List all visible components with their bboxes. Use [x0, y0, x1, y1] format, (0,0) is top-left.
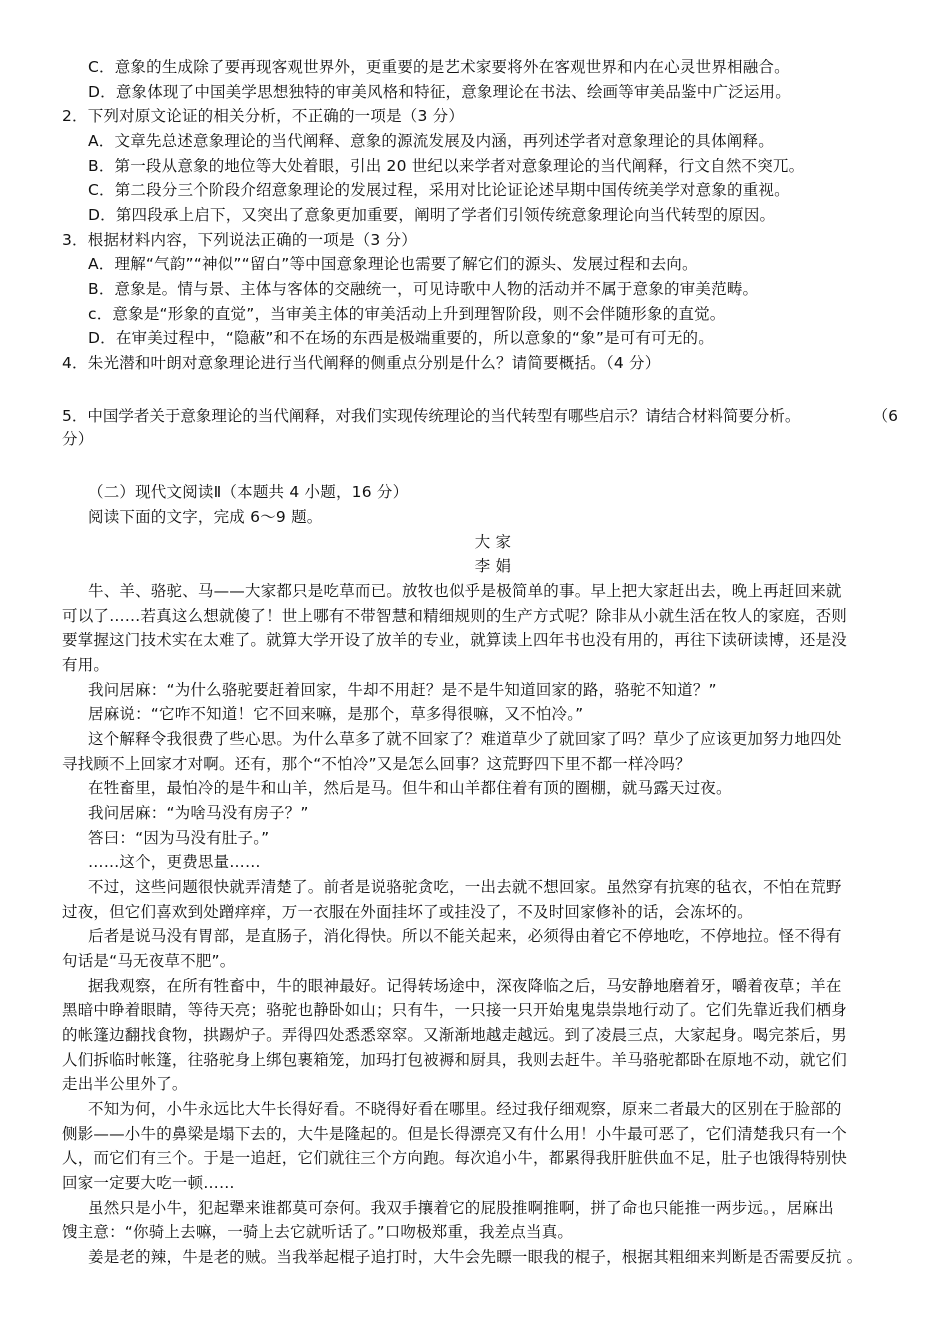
q3-option-b: B．意象是。情与景、主体与客体的交融统一，可见诗歌中人物的活动并不属于意象的审美范畴。	[88, 280, 759, 298]
section-instruction: 阅读下面的文字，完成 6～9 题。	[88, 508, 323, 526]
passage-line: ……这个，更费思量……	[88, 853, 261, 871]
q3-option-a: A．理解“气韵”“神似”“留白”等中国意象理论也需要了解它们的源头、发展过程和去向。	[88, 255, 698, 273]
passage-line: 据我观察，在所有牲畜中，牛的眼神最好。记得转场途中，深夜降临之后，马安静地磨着牙，嚼着夜草；羊在	[88, 977, 842, 995]
q2-option-b: B．第一段从意象的地位等大处着眼，引出 20 世纪以来学者对意象理论的当代阐释，行文自然不突兀。	[88, 157, 805, 175]
passage-line: 这个解释令我很费了些心思。为什么草多了就不回家了？难道草少了就回家了吗？草少了应该更加努力地四处	[88, 730, 842, 748]
q2-stem: 2．下列对原文论证的相关分析，不正确的一项是（3 分）	[62, 107, 465, 125]
q2-option-d: D．第四段承上启下，又突出了意象更加重要，阐明了学者们引领传统意象理论向当代转型的原因。	[88, 206, 776, 224]
q5-points-end: 分）	[62, 430, 94, 448]
passage-line: 有用。	[62, 656, 110, 674]
passage-line: 在牲畜里，最怕冷的是牛和山羊，然后是马。但牛和山羊都住着有顶的圈棚，就马露天过夜。	[88, 779, 732, 797]
q5-block	[62, 404, 898, 429]
passage-line: 不过，这些问题很快就弄清楚了。前者是说骆驼贪吃，一出去就不想回家。虽然穿有抗寒的毡衣，不怕在荒野	[88, 878, 842, 896]
q2-option-a: A．文章先总述意象理论的当代阐释、意象的源流发展及内涵，再列述学者对意象理论的具体阐释。	[88, 132, 774, 150]
passage-line: 的帐篷边翻找食物，拱踢炉子。弄得四处悉悉窣窣。又渐渐地越走越远。到了凌晨三点，大家起身。喝完茶后，男	[62, 1026, 848, 1044]
passage-line: 答曰：“因为马没有肚子。”	[88, 829, 270, 847]
q1-option-d: D．意象体现了中国美学思想独特的审美风格和特征，意象理论在书法、绘画等审美品鉴中广泛运用。	[88, 83, 791, 101]
passage-line: 黑暗中睁着眼睛，等待天亮；骆驼也静卧如山；只有牛，一只接一只开始鬼鬼祟祟地行动了。它们先靠近我们栖身	[62, 1001, 848, 1019]
section-heading: （二）现代文阅读Ⅱ（本题共 4 小题，16 分）	[88, 483, 409, 501]
q3-stem: 3．根据材料内容，下列说法正确的一项是（3 分）	[62, 231, 417, 249]
passage-line: 虽然只是小牛，犯起犟来谁都莫可奈何。我双手攘着它的屁股推啊推啊，拼了命也只能推一两步远。，居麻出	[88, 1199, 834, 1217]
q2-option-c: C．第二段分三个阶段介绍意象理论的发展过程，采用对比论证论述早期中国传统美学对意象的重视。	[88, 181, 790, 199]
passage-line: 我问居麻：“为什么骆驼要赶着回家，牛却不用赶？是不是牛知道回家的路，骆驼不知道？”	[88, 681, 717, 699]
q1-option-c: C．意象的生成除了要再现客观世界外，更重要的是艺术家要将外在客观世界和内在心灵世界相融合。	[88, 58, 790, 76]
q4-stem: 4．朱光潜和叶朗对意象理论进行当代阐释的侧重点分别是什么？请简要概括。（4 分）	[62, 354, 661, 372]
passage-line: 姜是老的辣，牛是老的贼。当我举起棍子追打时，大牛会先瞟一眼我的棍子，根据其粗细来判断是否需要反抗 。	[88, 1248, 863, 1266]
q3-option-c: c．意象是“形象的直觉”，当审美主体的审美活动上升到理智阶段，则不会伴随形象的直觉。	[88, 305, 726, 323]
passage-line: 牛、羊、骆驼、马——大家都只是吃草而已。放牧也似乎是极简单的事。早上把大家赶出去，晚上再赶回来就	[88, 582, 842, 600]
passage-line: 可以了……若真这么想就傻了！世上哪有不带智慧和精细规则的生产方式呢？除非从小就生活在牧人的家庭，否则	[62, 607, 848, 625]
q3-option-d: D．在审美过程中，“隐蔽”和不在场的东西是极端重要的，所以意象的“象”是可有可无的。	[88, 329, 714, 347]
passage-line: 句话是“马无夜草不肥”。	[62, 952, 236, 970]
q5-points: （6	[872, 407, 898, 425]
passage-line: 不知为何，小牛永远比大牛长得好看。不晓得好看在哪里。经过我仔细观察，原来二者最大的区别在于脸部的	[88, 1100, 842, 1118]
passage-line: 过夜，但它们喜欢到处蹭痒痒，万一衣服在外面挂坏了或挂没了，不及时回家修补的话，会冻坏的。	[62, 903, 753, 921]
q5-stem: 5．中国学者关于意象理论的当代阐释，对我们实现传统理论的当代转型有哪些启示？请结合材料简要分析。	[62, 407, 801, 425]
passage-line: 人们拆临时帐篷，往骆驼身上绑包裹箱笼，加玛打包被褥和厨具，我则去赶牛。羊马骆驼都卧在原地不动，就它们	[62, 1051, 848, 1069]
passage-line: 走出半公里外了。	[62, 1075, 188, 1093]
passage-line: 回家一定要大吃一顿……	[62, 1174, 235, 1192]
passage-line: 人，而它们有三个。于是一追赶，它们就往三个方向跑。每次追小牛，都累得我肝脏供血不足，肚子也饿得特别快	[62, 1149, 848, 1167]
passage-line: 要掌握这门技术实在太难了。就算大学开设了放羊的专业，就算读上四年书也没有用的，再往下读研读博，还是没	[62, 631, 848, 649]
passage-line: 后者是说马没有胃部，是直肠子，消化得快。所以不能关起来，必须得由着它不停地吃，不停地拉。怪不得有	[88, 927, 842, 945]
article-author: 李 娟	[474, 557, 512, 575]
passage-line: 馊主意：“你骑上去嘛，一骑上去它就听话了。”口吻极郑重，我差点当真。	[62, 1223, 574, 1241]
passage-line: 侧影——小牛的鼻梁是塌下去的，大牛是隆起的。但是长得漂亮又有什么用！小牛最可恶了，它们清楚我只有一个	[62, 1125, 848, 1143]
passage-line: 我问居麻：“为啥马没有房子？”	[88, 804, 309, 822]
article-title: 大 家	[474, 533, 512, 551]
passage-line: 寻找顾不上回家才对啊。还有，那个“不怕冷”又是怎么回事？这荒野四下里不都一样冷吗？	[62, 755, 691, 773]
passage-line: 居麻说：“它咋不知道！它不回来嘛，是那个，草多得很嘛，又不怕冷。”	[88, 705, 584, 723]
